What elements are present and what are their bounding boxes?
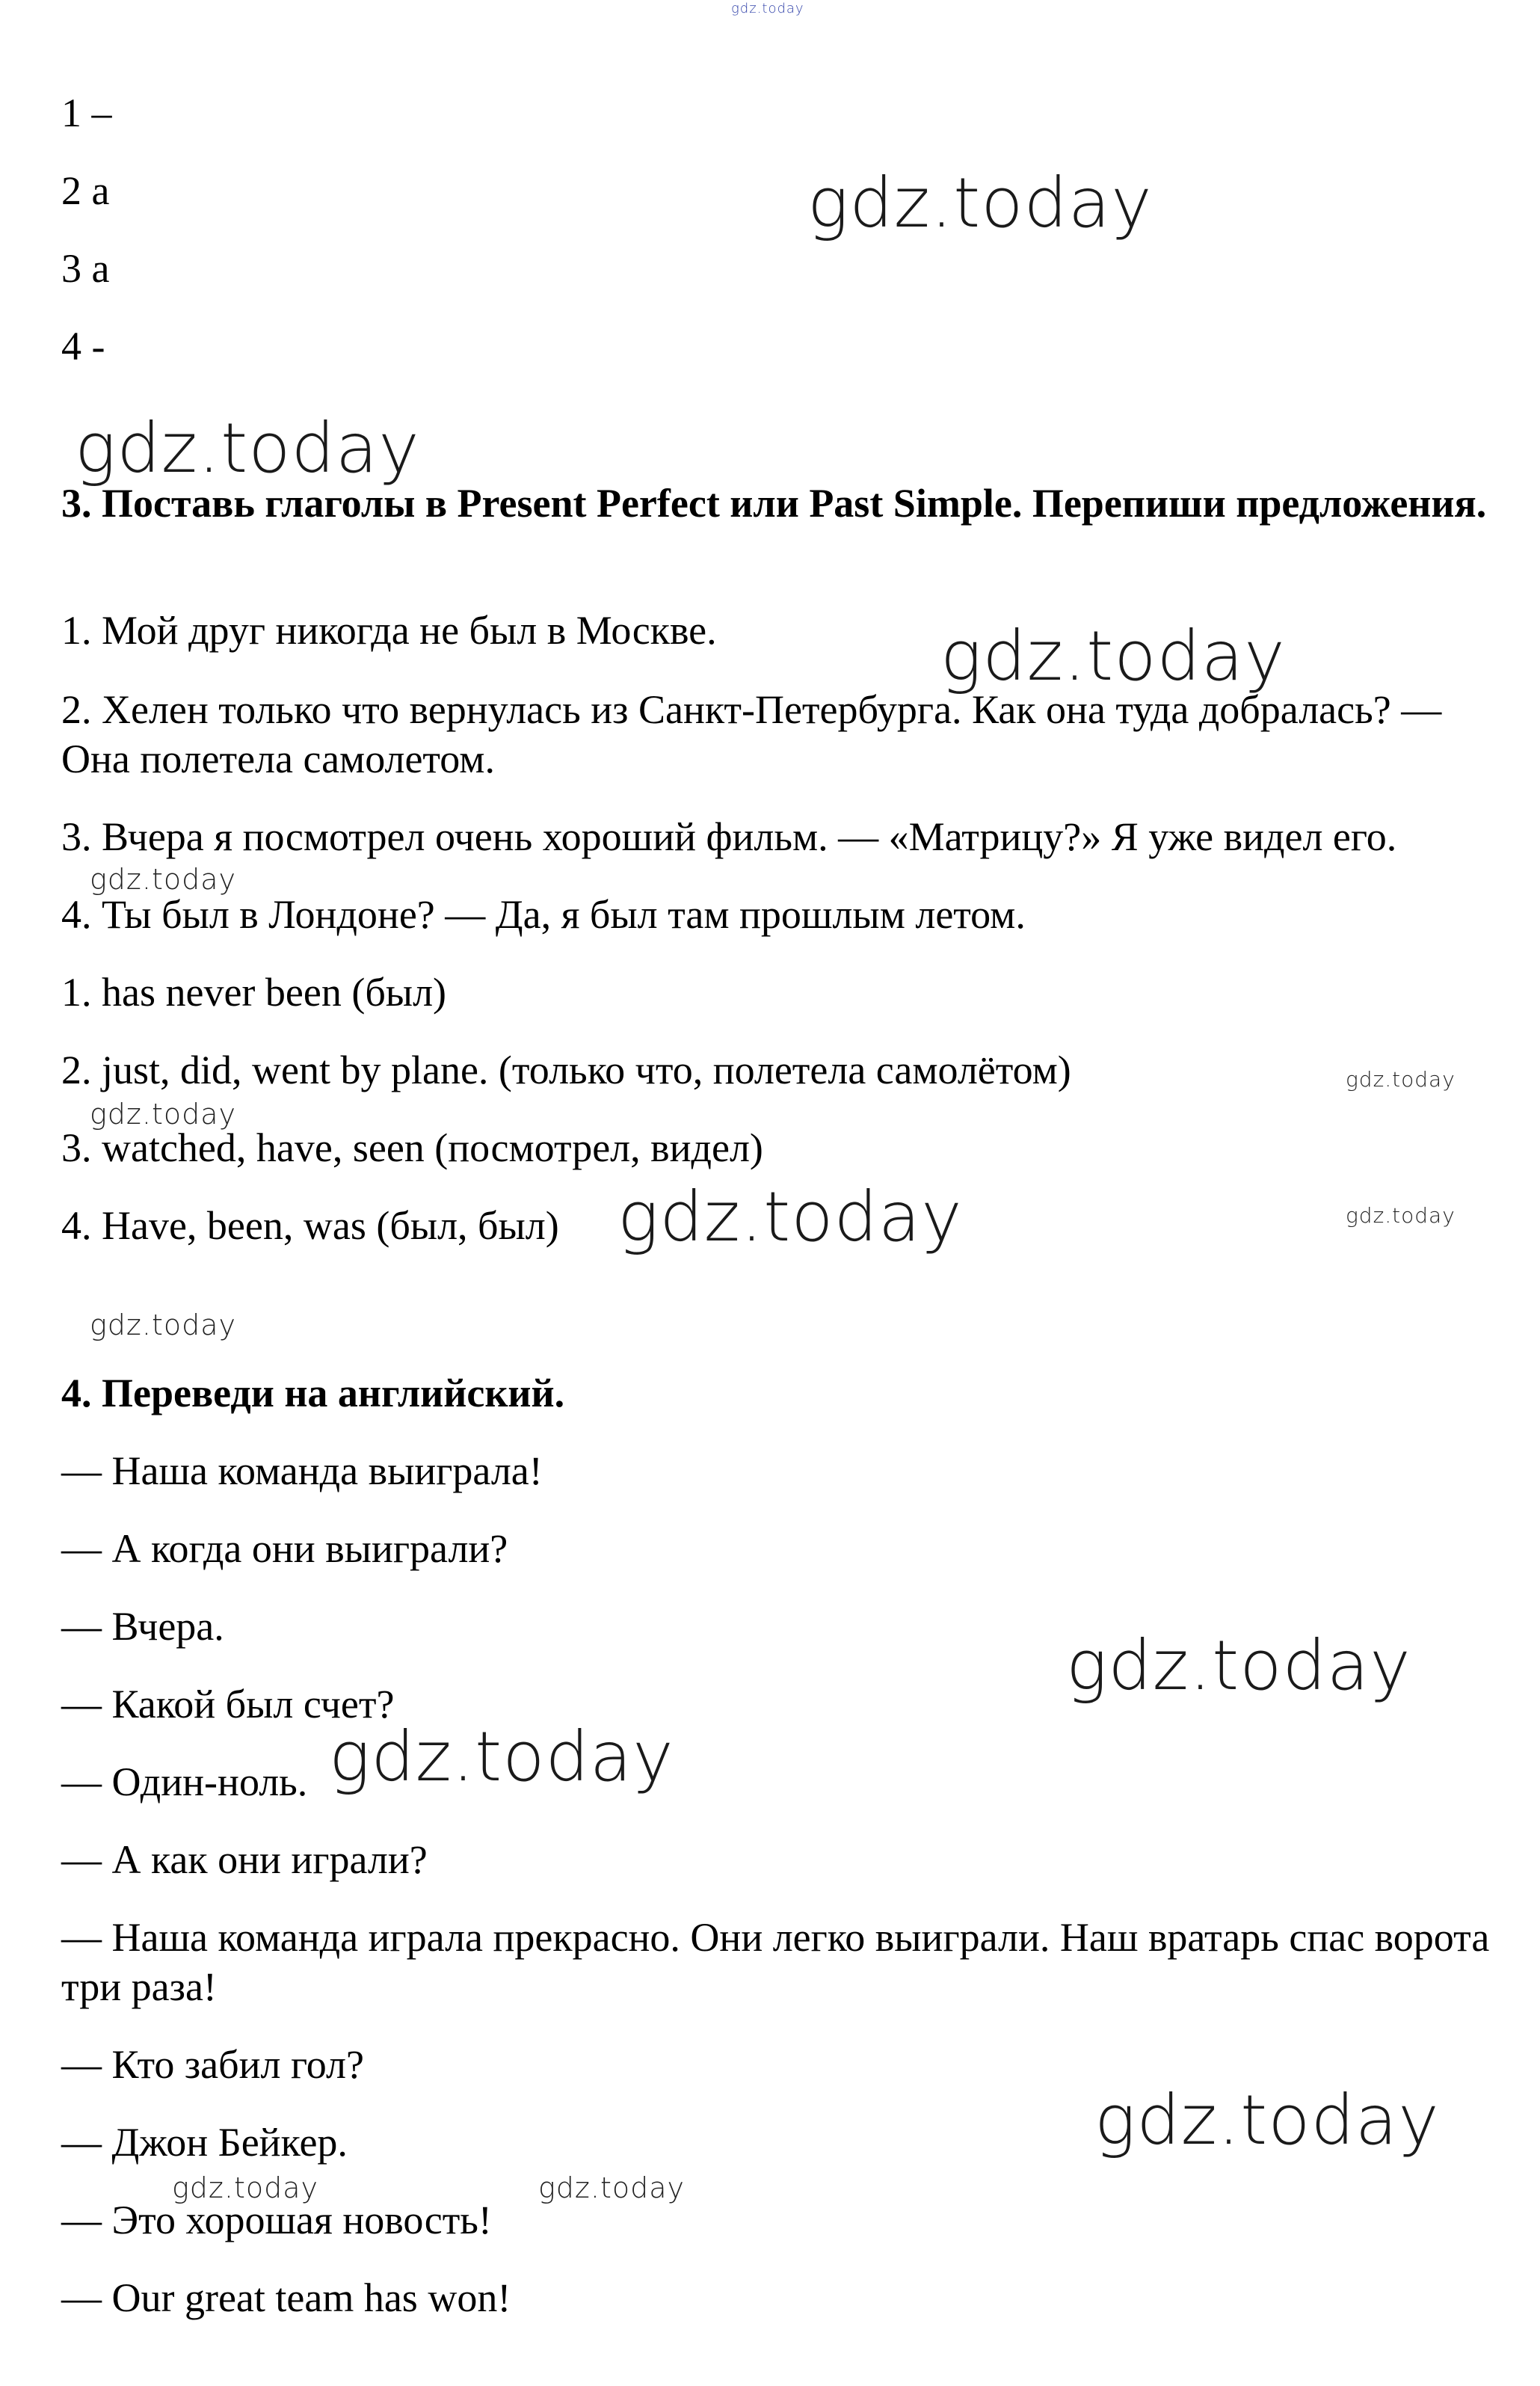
prev-answer-2: 2 a (61, 168, 110, 213)
task3-answer-4: 4. Have, been, was (был, был) (61, 1203, 559, 1248)
task3-answer-1: 1. has never been (был) (61, 970, 447, 1015)
watermark: gdz.today (1094, 2080, 1440, 2160)
task4-line-7: — Наша команда играла прекрасно. Они легко выиграли. Наш вратарь спас ворота три раза! (61, 1915, 1490, 2009)
watermark-top: gdz.today (731, 1, 804, 16)
task3-sentence-1: 1. Мой друг никогда не был в Москве. (61, 608, 717, 653)
prev-answer-1: 1 – (61, 90, 112, 135)
task4-line-9: — Джон Бейкер. (61, 2120, 348, 2165)
watermark: gdz.today (807, 163, 1153, 243)
task3-answer-3: 3. watched, have, seen (посмотрел, видел) (61, 1125, 763, 1170)
task4-line-4: — Какой был счет? (61, 1682, 395, 1727)
watermark: gdz.today (1066, 1626, 1411, 1706)
task4-line-3: — Вчера. (61, 1604, 224, 1649)
task3-sentence-3: 3. Вчера я посмотрел очень хороший фильм. — «Матрицу?» Я уже видел его. (61, 814, 1397, 859)
task4-line-6: — А как они играли? (61, 1837, 428, 1882)
task4-line-8: — Кто забил гол? (61, 2042, 364, 2087)
watermark: gdz.today (172, 2171, 318, 2204)
task4-line-10: — Это хорошая новость! (61, 2198, 492, 2242)
watermark: gdz.today (329, 1717, 674, 1797)
watermark: gdz.today (940, 616, 1286, 696)
prev-answer-3: 3 a (61, 246, 110, 291)
watermark: gdz.today (90, 1098, 236, 1131)
task3-sentence-2: 2. Хелен только что вернулась из Санкт-Петербурга. Как она туда добралась? — Она полетела самолетом. (61, 687, 1442, 781)
watermark: gdz.today (90, 863, 236, 896)
task4-line-5: — Один-ноль. (61, 1759, 308, 1804)
watermark: gdz.today (538, 2171, 685, 2204)
task3-answer-2: 2. just, did, went by plane. (только что, полетела самолётом) (61, 1048, 1071, 1092)
task4-line-11: — Our great team has won! (61, 2275, 511, 2320)
watermark: gdz.today (617, 1177, 963, 1257)
task4-line-1: — Наша команда выиграла! (61, 1448, 543, 1493)
watermark: gdz.today (90, 1309, 236, 1341)
watermark: gdz.today (1346, 1203, 1456, 1228)
task4-title: 4. Переведи на английский. (61, 1371, 565, 1415)
watermark: gdz.today (75, 408, 420, 488)
prev-answer-4: 4 - (61, 324, 105, 369)
task3-sentence-4: 4. Ты был в Лондоне? — Да, я был там прошлым летом. (61, 892, 1026, 937)
task3-title: 3. Поставь глаголы в Present Perfect или Past Simple. Перепиши предложения. (61, 481, 1487, 526)
task4-line-2: — А когда они выиграли? (61, 1526, 508, 1571)
watermark: gdz.today (1346, 1067, 1456, 1092)
